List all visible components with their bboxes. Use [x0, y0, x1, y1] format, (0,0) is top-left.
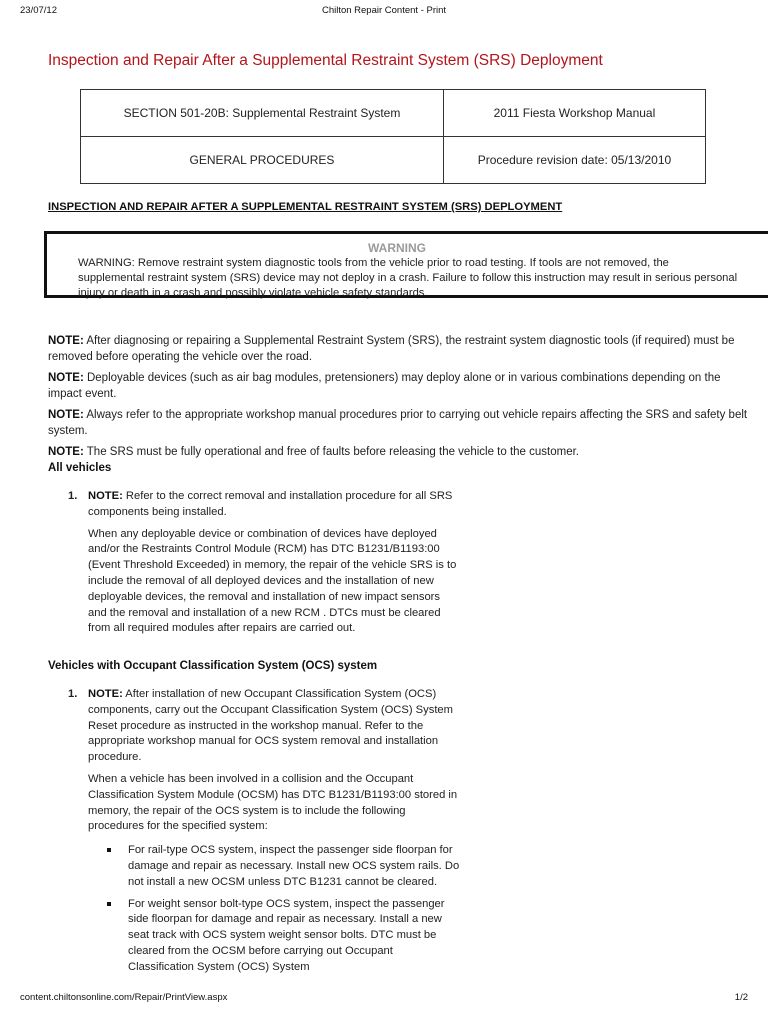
note	[48, 444, 748, 460]
step-paragraph: When a vehicle has been involved in a collision and the Occupant Classification System Module (OCSM) has DTC B1231/B1193:00 stored in memory, the repair of the OCS system is to include the following procedures for the specified system:	[88, 772, 458, 833]
warning-title: WARNING	[368, 241, 426, 255]
procedure-meta-table	[80, 89, 706, 184]
print-date: 23/07/12	[20, 5, 57, 16]
step-note-text: After installation of new Occupant Classification System (OCS) components, carry out the Occupant Classification System (OCS) System Reset procedure as instructed in the workshop manual. Refer to the appropriate workshop manual for OCS system removal and installation procedure.	[88, 688, 453, 764]
step-note	[88, 489, 460, 521]
list-item	[88, 843, 460, 890]
ocs-vehicles-heading: Vehicles with Occupant Classification System (OCS) system	[48, 660, 378, 672]
category-cell: GENERAL PROCEDURES	[81, 137, 444, 184]
ocs-step-1	[68, 687, 460, 982]
page-url: content.chiltonsonline.com/Repair/PrintView.aspx	[20, 992, 228, 1003]
step-number: 1.	[68, 688, 78, 700]
ocs-bullet-list	[88, 843, 460, 975]
step-note-label: NOTE:	[88, 688, 123, 700]
note-text: The SRS must be fully operational and free of faults before releasing the vehicle to the customer.	[83, 446, 579, 458]
all-vehicles-heading: All vehicles	[48, 462, 112, 474]
note-label: NOTE:	[48, 409, 84, 421]
step-paragraph: When any deployable device or combination of devices have deployed and/or the Restraints Control Module (RCM) has DTC B1231/B1193:00 (Event Threshold Exceeded) in memory, the repair of the vehicle SRS is to include the removal of all deployed devices and the installation of new deployable devices, the removal and installation of new impact sensors and the removal and installation of a new RCM . DTCs must be cleared from all required modules after repairs are carried out.	[88, 527, 457, 635]
square-bullet-icon	[107, 848, 111, 852]
all-vehicles-step-1	[68, 489, 460, 643]
list-item-text: For weight sensor bolt-type OCS system, inspect the passenger side floorpan for damage and repair as necessary. Install a new seat track with OCS system weight sensor bolts. DTC must be cleared from the OCSM before carrying out Occupant Classification System (OCS) System	[128, 897, 445, 973]
note-label: NOTE:	[48, 446, 84, 458]
step-note	[88, 687, 460, 766]
section-cell: SECTION 501-20B: Supplemental Restraint System	[81, 90, 444, 137]
manual-cell: 2011 Fiesta Workshop Manual	[443, 90, 705, 137]
square-bullet-icon	[107, 902, 111, 906]
print-header	[10, 5, 758, 19]
note	[48, 407, 748, 439]
list-item	[88, 897, 460, 976]
page-number: 1/2	[734, 992, 748, 1003]
procedure-heading: INSPECTION AND REPAIR AFTER A SUPPLEMENTAL RESTRAINT SYSTEM (SRS) DEPLOYMENT	[48, 201, 563, 213]
print-title: Chilton Repair Content - Print	[321, 5, 447, 16]
notes-list	[48, 333, 748, 465]
step-note-label: NOTE:	[88, 490, 123, 502]
note-text: Deployable devices (such as air bag modules, pretensioners) may deploy alone or in various combinations depending on the impact event.	[48, 372, 721, 400]
warning-text: WARNING: Remove restraint system diagnostic tools from the vehicle prior to road testing. If tools are not removed, the supplemental restraint system (SRS) device may not deploy in a crash. Failure to follow this instruction may result in serious personal injury or death in a crash and possibly violate vehicle safety standards.	[78, 257, 738, 299]
note-label: NOTE:	[48, 335, 84, 347]
document-title: Inspection and Repair After a Supplemental Restraint System (SRS) Deployment	[48, 52, 603, 69]
note	[48, 370, 748, 402]
note-label: NOTE:	[48, 372, 84, 384]
list-item-text: For rail-type OCS system, inspect the passenger side floorpan for damage and repair as necessary. Install new OCS system rails. Do not install a new OCSM unless DTC B1231 cannot be cleared.	[128, 844, 460, 888]
revision-cell: Procedure revision date: 05/13/2010	[443, 137, 705, 184]
step-number: 1.	[68, 490, 78, 502]
print-footer	[20, 992, 758, 1003]
note-text: After diagnosing or repairing a Supplemental Restraint System (SRS), the restraint system diagnostic tools (if required) must be removed before operating the vehicle over the road.	[48, 335, 735, 363]
note	[48, 333, 748, 365]
note-text: Always refer to the appropriate workshop manual procedures prior to carrying out vehicle repairs affecting the SRS and safety belt system.	[48, 409, 748, 437]
step-note-text: Refer to the correct removal and installation procedure for all SRS components being installed.	[88, 490, 453, 518]
warning-box	[44, 231, 768, 298]
